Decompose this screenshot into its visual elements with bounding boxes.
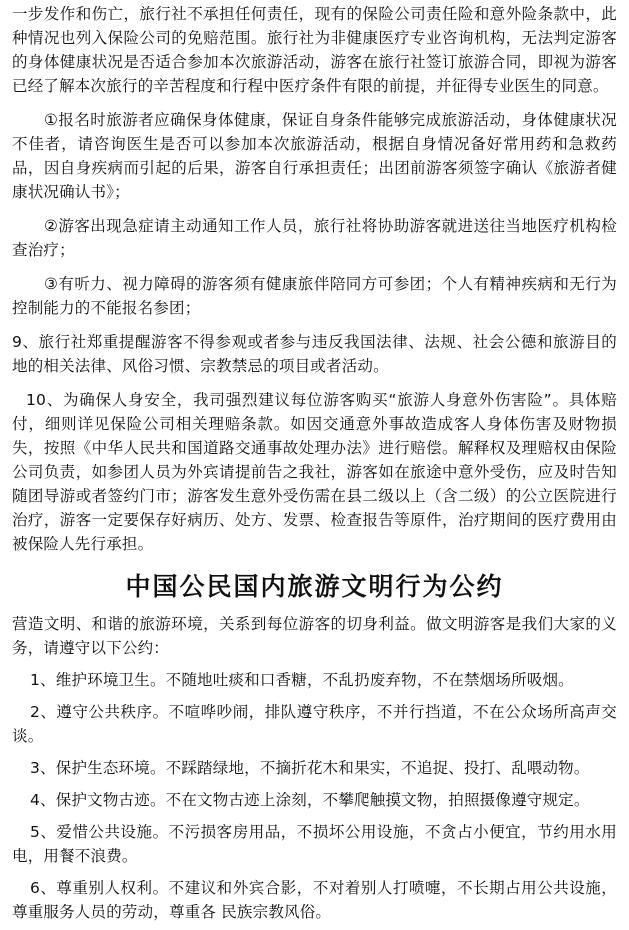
convention-item-6: 6、尊重别人权利。不建议和外宾合影，不对着别人打喷嚏，不长期占用公共设施，尊重服务人员的劳动，尊重各 民族宗教风俗。: [12, 879, 617, 921]
convention-item-5: 5、爱惜公共设施。不污损客房用品，不损坏公用设施，不贪占小便宜，节约用水用电，用餐不浪费。: [12, 823, 617, 865]
intro-paragraph: 一步发作和伤亡，旅行社不承担任何责任，现有的保险公司责任险和意外险条款中，此种情况也列入保险公司的免赔范围。旅行社为非健康医疗专业咨询机构，无法判定游客的身体健康状况是否适合参加本次旅游活动，游客在旅行社签订旅游合同，即视为游客已经了解本次旅行的辛苦程度和行程中医疗条件有限的前提，并征得专业医生的同意。: [12, 5, 617, 95]
convention-item-3: 3、保护生态环境。不踩踏绿地，不摘折花木和果实，不追捉、投打、乱喂动物。: [30, 759, 590, 777]
item-9-paragraph: 9、旅行社郑重提醒游客不得参观或者参与违反我国法律、法规、社会公德和旅游目的地的相关法律、风俗习惯、宗教禁忌的项目或者活动。: [12, 333, 617, 375]
item-10-paragraph: 10、为确保人身安全，我司强烈建议每位游客购买“旅游人身意外伤害险”。具体赔付，细则详见保险公司相关理赔条款。如因交通意外事故造成客人身体伤害及财物损失，按照《中华人民共和国道路交通事故处理办法》进行赔偿。解释权及理赔权由保险公司负责，如参团人员为外宾请提前告之我社，游客如在旅途中意外受伤，应及时告知随团导游或者签约门市；游客发生意外受伤需在县二级以上（含二级）的公立医院进行治疗，游客一定要保存好病历、处方、发票、检查报告等原件，治疗期间的医疗费用由被保险人先行承担。: [12, 391, 617, 553]
convention-list: [0, 668, 629, 924]
clause-3-paragraph: ③有听力、视力障碍的游客须有健康旅伴陪同方可参团；个人有精神疾病和无行为控制能力的不能报名参团；: [12, 275, 617, 317]
convention-item-4: 4、保护文物古迹。不在文物古迹上涂刻，不攀爬触摸文物，拍照摄像遵守规定。: [30, 791, 590, 809]
convention-item-2: 2、遵守公共秩序。不喧哗吵闹，排队遵守秩序，不并行挡道，不在公众场所高声交谈。: [12, 703, 617, 745]
convention-title: 中国公民国内旅游文明行为公约: [125, 572, 504, 601]
convention-item-1: 1、维护环境卫生。不随地吐痰和口香糖，不乱扔废弃物，不在禁烟场所吸烟。: [30, 671, 574, 689]
clause-2-paragraph: ②游客出现急症请主动通知工作人员，旅行社将协助游客就进送往当地医疗机构检查治疗；: [12, 217, 617, 259]
clause-1-paragraph: ①报名时旅游者应确保身体健康，保证自身条件能够完成旅游活动，身体健康状况不佳者，请咨询医生是否可以参加本次旅游活动，根据自身情况备好常用药和急救药品，因自身疾病而引起的后果，游客自行承担责任；出团前游客须签字确认《旅游者健康状况确认书》；: [12, 111, 617, 201]
convention-intro: 营造文明、和谐的旅游环境，关系到每位游客的切身利益。做文明游客是我们大家的义务，请遵守以下公约：: [12, 615, 617, 657]
